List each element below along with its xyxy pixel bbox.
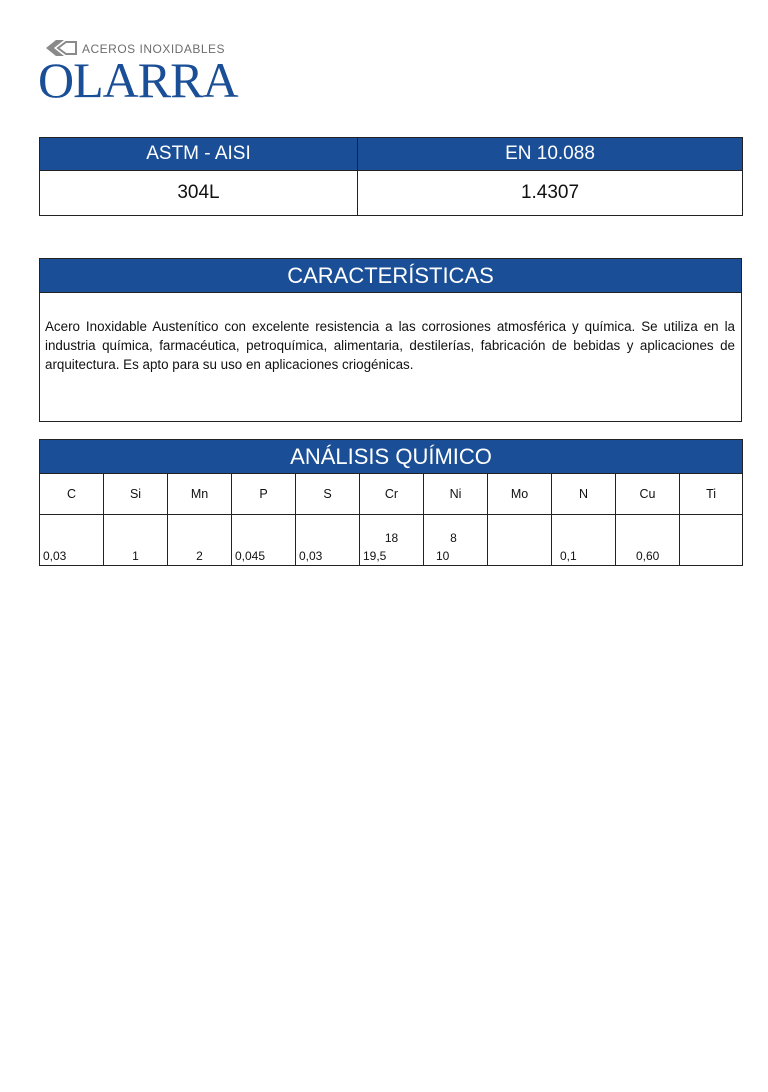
value-p-text: 0,045: [235, 549, 266, 563]
value-mn: [168, 515, 232, 566]
logo-name: OLARRA: [38, 52, 238, 108]
value-n: [552, 515, 616, 566]
value-cr-max: 19,5: [363, 549, 387, 563]
designation-table: [39, 137, 743, 216]
element-header: N: [552, 474, 616, 515]
element-header: S: [296, 474, 360, 515]
element-header: Mo: [488, 474, 552, 515]
value-ti: [680, 515, 743, 566]
value-mn-text: 2: [196, 549, 203, 563]
value-cu-text: 0,60: [636, 549, 660, 563]
element-header: Ni: [424, 474, 488, 515]
element-header: Ti: [680, 474, 743, 515]
value-si: [104, 515, 168, 566]
value-mo: [488, 515, 552, 566]
value-c-text: 0,03: [43, 549, 67, 563]
company-logo: [38, 38, 238, 110]
en-value: 1.4307: [358, 171, 743, 216]
characteristics-section: [39, 258, 742, 422]
element-header: Cu: [616, 474, 680, 515]
value-cr: [360, 515, 424, 566]
element-header: P: [232, 474, 296, 515]
value-cu: [616, 515, 680, 566]
astm-aisi-value: 304L: [40, 171, 358, 216]
characteristics-title: CARACTERÍSTICAS: [40, 259, 741, 293]
value-p: [232, 515, 296, 566]
en-header: EN 10.088: [358, 138, 743, 171]
value-c: [40, 515, 104, 566]
element-header: Cr: [360, 474, 424, 515]
value-n-text: 0,1: [560, 549, 577, 563]
value-ni-min: 8: [450, 531, 457, 545]
element-header: C: [40, 474, 104, 515]
logo-subtitle: ACEROS INOXIDABLES: [82, 42, 226, 56]
element-header: Si: [104, 474, 168, 515]
value-s-text: 0,03: [299, 549, 323, 563]
value-si-text: 1: [132, 549, 139, 563]
chemical-analysis-title: ANÁLISIS QUÍMICO: [40, 440, 743, 474]
value-s: [296, 515, 360, 566]
astm-aisi-header: ASTM - AISI: [40, 138, 358, 171]
element-header: Mn: [168, 474, 232, 515]
value-ni-max: 10: [436, 549, 450, 563]
value-cr-min: 18: [384, 531, 399, 545]
chemical-analysis-table: [39, 439, 743, 566]
characteristics-text: Acero Inoxidable Austenítico con excelente resistencia a las corrosiones atmosférica y química. Se utiliza en la industria química, farmacéutica, petroquímica, alimentaria, destilerías, fabricación de bebidas y aplicaciones de arquitectura. Es apto para su uso en aplicaciones criogénicas.: [45, 319, 735, 372]
value-ni: [424, 515, 488, 566]
